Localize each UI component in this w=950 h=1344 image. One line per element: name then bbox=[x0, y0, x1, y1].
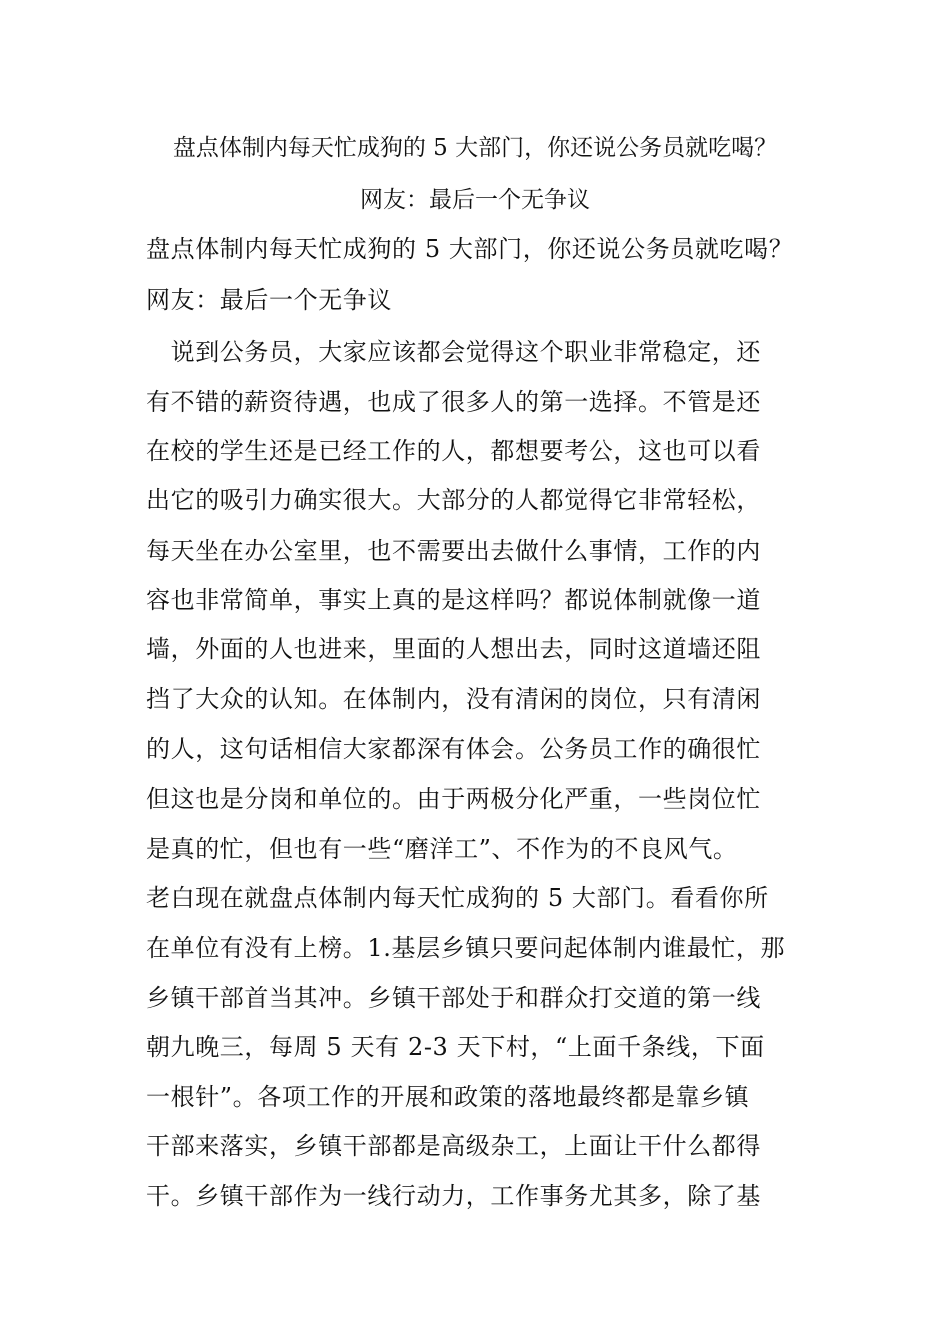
body-line: 干。乡镇干部作为一线行动力，工作事务尤其多，除了基 bbox=[146, 1182, 761, 1210]
body-line: 在单位有没有上榜。1.基层乡镇只要问起体制内谁最忙，那 bbox=[146, 934, 786, 962]
body-line: 出它的吸引力确实很大。大部分的人都觉得它非常轻松， bbox=[146, 486, 761, 514]
body-line: 盘点体制内每天忙成狗的 5 大部门，你还说公务员就吃喝？ bbox=[146, 235, 794, 263]
body-line: 但这也是分岗和单位的。由于两极分化严重，一些岗位忙 bbox=[146, 785, 761, 813]
body-line: 挡了大众的认知。在体制内，没有清闲的岗位，只有清闲 bbox=[146, 685, 761, 713]
body-line: 容也非常简单，事实上真的是这样吗？都说体制就像一道 bbox=[146, 586, 761, 614]
body-line: 墙，外面的人也进来，里面的人想出去，同时这道墙还阻 bbox=[146, 635, 761, 663]
document-title-line-2: 网友：最后一个无争议 bbox=[360, 187, 590, 213]
body-line: 是真的忙，但也有一些“磨洋工”、不作为的不良风气。 bbox=[146, 835, 738, 863]
body-line: 朝九晚三，每周 5 天有 2-3 天下村，“上面千条线，下面 bbox=[146, 1033, 765, 1061]
body-line: 每天坐在办公室里，也不需要出去做什么事情，工作的内 bbox=[146, 537, 761, 565]
body-line: 的人，这句话相信大家都深有体会。公务员工作的确很忙 bbox=[146, 735, 761, 763]
body-line: 有不错的薪资待遇，也成了很多人的第一选择。不管是还 bbox=[146, 388, 761, 416]
body-line: 网友：最后一个无争议 bbox=[146, 286, 392, 314]
body-line: 老白现在就盘点体制内每天忙成狗的 5 大部门。看看你所 bbox=[146, 884, 769, 912]
body-line: 乡镇干部首当其冲。乡镇干部处于和群众打交道的第一线 bbox=[146, 984, 761, 1012]
body-line: 一根针”。各项工作的开展和政策的落地最终都是靠乡镇 bbox=[146, 1083, 750, 1111]
body-line: 说到公务员，大家应该都会觉得这个职业非常稳定，还 bbox=[146, 338, 761, 366]
body-line: 干部来落实，乡镇干部都是高级杂工，上面让干什么都得 bbox=[146, 1132, 761, 1160]
document-title-line-1: 盘点体制内每天忙成狗的 5 大部门，你还说公务员就吃喝？ bbox=[172, 135, 778, 161]
body-line: 在校的学生还是已经工作的人，都想要考公，这也可以看 bbox=[146, 437, 761, 465]
